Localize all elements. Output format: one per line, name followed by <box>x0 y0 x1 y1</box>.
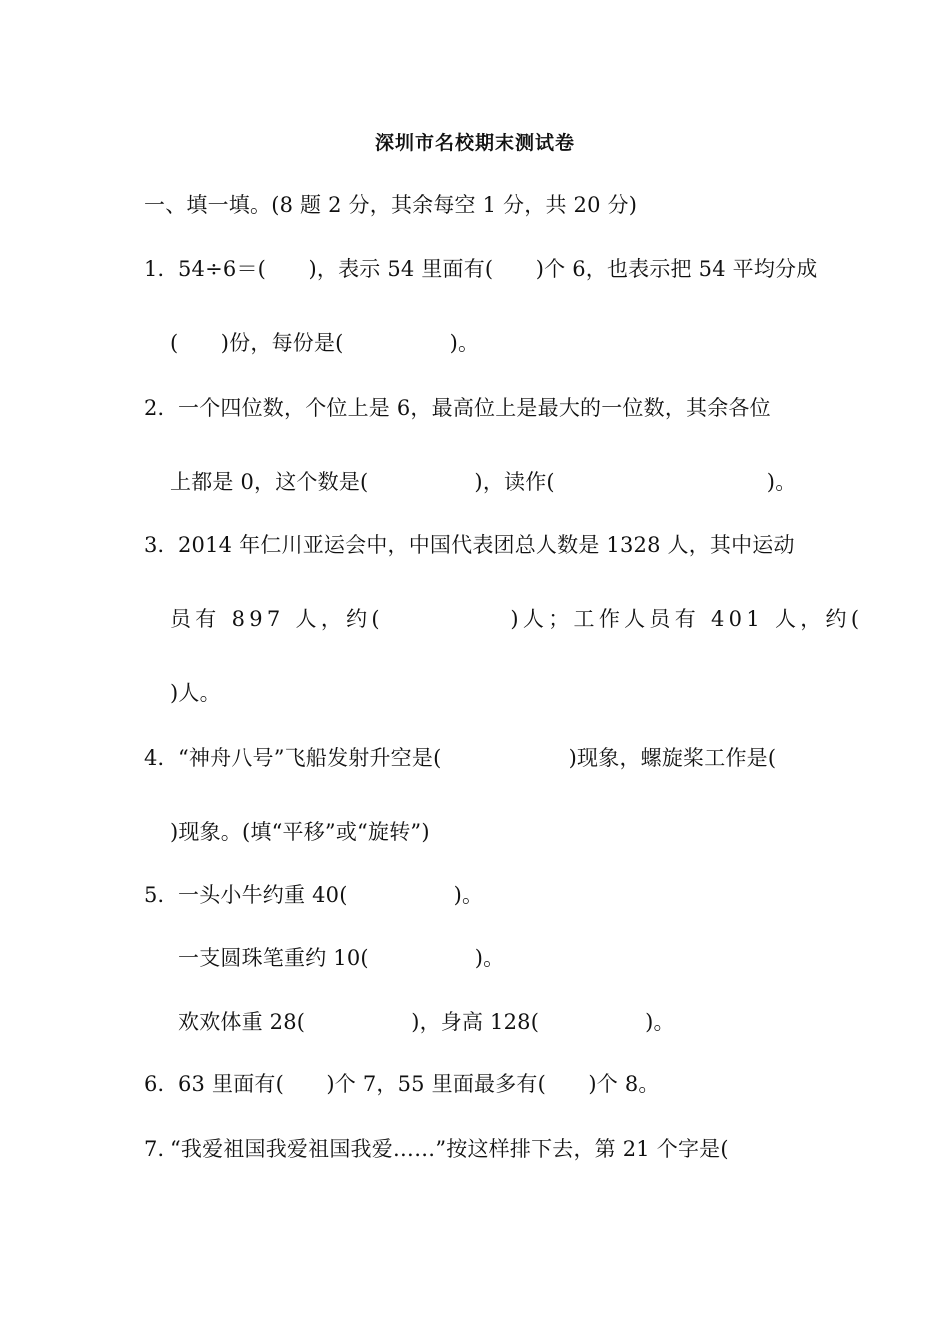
question-7-line-1: “我爱祖国我爱祖国我爱……”按这样排下去，第 21 个字是( <box>170 1137 729 1161</box>
question-7-number: 7． <box>144 1137 179 1161</box>
question-4-number: 4． <box>144 746 179 770</box>
question-5-number: 5． <box>144 883 179 907</box>
question-6-line-1: 63 里面有( )个 7，55 里面最多有( )个 8。 <box>178 1072 660 1096</box>
page-title: 深圳市名校期末测试卷 <box>374 132 575 154</box>
question-5-line-2: 一支圆珠笔重约 10( )。 <box>178 946 505 970</box>
question-2-line-1: 一个四位数，个位上是 6，最高位上是最大的一位数，其余各位 <box>178 396 771 420</box>
question-2-line-2: 上都是 0，这个数是( )，读作( )。 <box>170 470 797 494</box>
question-3-line-2: 员有 897 人，约( )人；工作人员有 401 人，约( <box>170 607 864 631</box>
question-6-number: 6． <box>144 1072 179 1096</box>
question-5-line-3: 欢欢体重 28( )，身高 128( )。 <box>178 1010 675 1034</box>
question-3-line-1: 2014 年仁川亚运会中，中国代表团总人数是 1328 人，其中运动 <box>178 533 795 557</box>
question-4-line-1: “神舟八号”飞船发射升空是( )现象，螺旋桨工作是( <box>178 746 777 770</box>
question-3-number: 3． <box>144 533 179 557</box>
question-1-number: 1． <box>144 257 179 281</box>
question-1-line-2: ( )份，每份是( )。 <box>170 331 480 355</box>
question-2-number: 2． <box>144 396 179 420</box>
question-3-line-3: )人。 <box>170 681 221 705</box>
question-5-line-1: 一头小牛约重 40( )。 <box>178 883 484 907</box>
question-1-line-1: 54÷6＝( )，表示 54 里面有( )个 6，也表示把 54 平均分成 <box>178 257 818 281</box>
question-4-line-2: )现象。(填“平移”或“旋转”) <box>170 820 430 844</box>
section-heading: 一、填一填。(8 题 2 分，其余每空 1 分，共 20 分) <box>144 193 638 217</box>
